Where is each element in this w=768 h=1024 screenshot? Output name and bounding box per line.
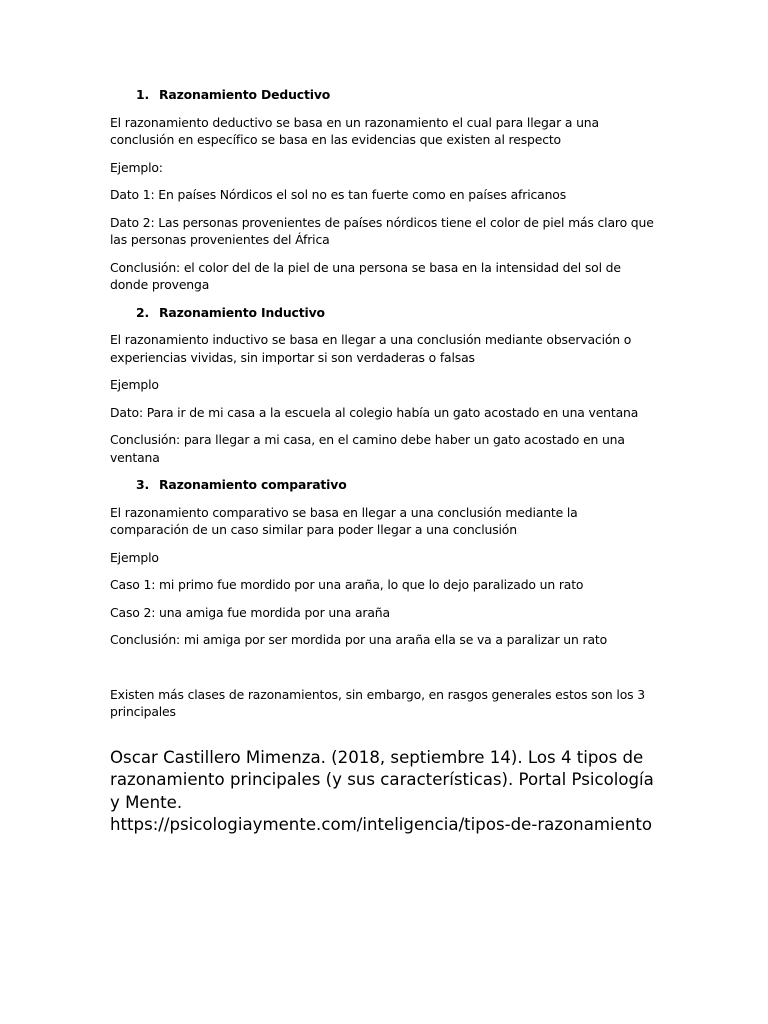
section-heading-deductivo xyxy=(110,86,658,104)
section-number: 2. xyxy=(136,304,150,320)
paragraph-conclusion: Conclusión: para llegar a mi casa, en el camino debe haber un gato acostado en una ventana xyxy=(110,432,625,465)
paragraph-conclusion: Conclusión: el color del de la piel de una persona se basa en la intensidad del sol de donde provenga xyxy=(110,259,621,292)
paragraph-caso-1: Caso 1: mi primo fue mordido por una araña, lo que lo dejo paralizado un rato xyxy=(110,577,584,592)
paragraph-caso-2: Caso 2: una amiga fue mordida por una araña xyxy=(110,604,390,620)
citation-text: Oscar Castillero Mimenza. (2018, septiembre 14). Los 4 tipos de razonamiento principales (y sus características). Portal Psicología y Mente. xyxy=(110,747,654,812)
paragraph-dato-1: Dato 1: En países Nórdicos el sol no es tan fuerte como en países africanos xyxy=(110,187,567,202)
citation xyxy=(110,747,658,837)
section-title: Razonamiento Deductivo xyxy=(159,87,331,102)
paragraph-example-label: Ejemplo xyxy=(110,549,159,565)
citation-url: https://psicologiaymente.com/inteligencia/tipos-de-razonamiento xyxy=(110,815,653,834)
paragraph-definition: El razonamiento comparativo se basa en llegar a una conclusión mediante la comparación de un caso similar para poder llegar a una conclusión xyxy=(110,504,578,537)
paragraph-example-label: Ejemplo: xyxy=(110,159,163,175)
blank-line xyxy=(110,659,658,686)
paragraph-example-label: Ejemplo xyxy=(110,377,159,392)
section-number: 3. xyxy=(136,477,150,492)
section-heading-comparativo xyxy=(110,476,658,494)
section-number: 1. xyxy=(136,87,150,102)
section-title: Razonamiento comparativo xyxy=(159,477,347,492)
document-page xyxy=(110,86,658,837)
paragraph-definition: El razonamiento deductivo se basa en un razonamiento el cual para llegar a una conclusión en específico se basa en las evidencias que existen al respecto xyxy=(110,114,599,147)
closing-paragraph: Existen más clases de razonamientos, sin embargo, en rasgos generales estos son los 3 principales xyxy=(110,686,645,719)
paragraph-definition: El razonamiento inductivo se basa en llegar a una conclusión mediante observación o experiencias vividas, sin importar si son verdaderas o falsas xyxy=(110,332,632,365)
paragraph-conclusion: Conclusión: mi amiga por ser mordida por una araña ella se va a paralizar un rato xyxy=(110,632,608,647)
paragraph-dato-2: Dato 2: Las personas provenientes de países nórdicos tiene el color de piel más claro que las personas provenientes del África xyxy=(110,214,654,247)
section-title: Razonamiento Inductivo xyxy=(159,304,325,320)
paragraph-dato: Dato: Para ir de mi casa a la escuela al colegio había un gato acostado en una ventana xyxy=(110,404,639,420)
section-heading-inductivo xyxy=(110,304,658,322)
